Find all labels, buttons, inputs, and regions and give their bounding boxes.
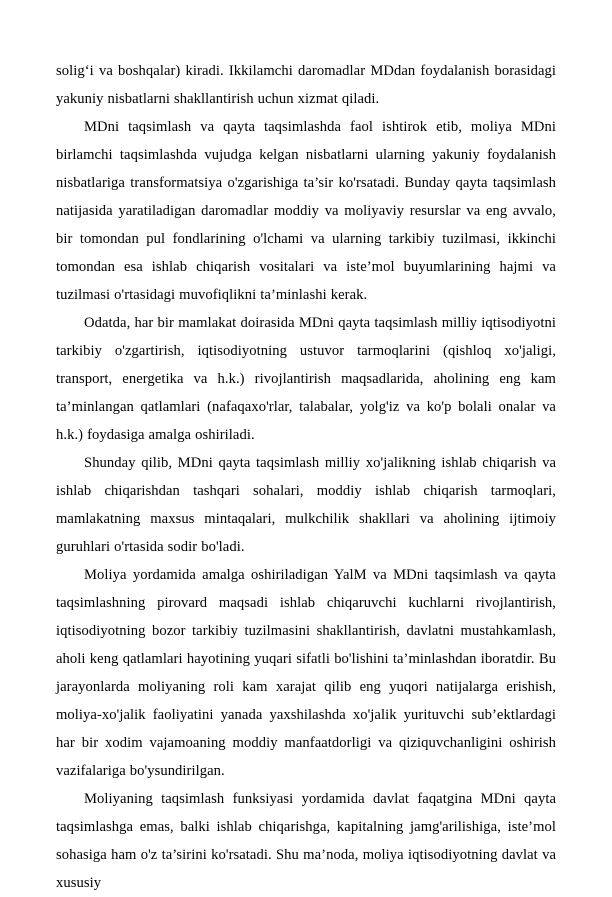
paragraph: Odatda, har bir mamlakat doirasida MDni qayta taqsimlash milliy iqtisodiyotni tarkibiy o'zgartirish, iqtisodiyotning ustuvor tarmoqlarini (qishloq xo'jaligi, transport, energetika va h.k.) rivojlantirish maqsadlarida, aholining eng kam ta’minlangan qatlamlari (nafaqaxo'rlar, talabalar, yolg'iz va ko'p bolali onalar va h.k.) foydasiga amalga oshiriladi. [56,315,556,443]
document-text-body [56,57,556,897]
paragraph: Moliya yordamida amalga oshiriladigan YalM va MDni taqsimlash va qayta taqsimlashning pirovard maqsadi ishlab chiqaruvchi kuchlarni rivojlantirish, iqtisodiyotning bozor tarkibiy tuzilmasini shakllantirish, davlatni mustahkamlash, aholi keng qatlamlari hayotining yuqari sifatli bo'lishini ta’minlashdan iboratdir. Bu jarayonlarda moliyaning roli kam xarajat qilib eng yuqori natijalarga erishish, moliya-xo'jalik faoliyatini yanada yaxshilashda xo'jalik yurituvchi sub’ektlardagi har bir xodim vajamoaning moddiy manfaatdorligi va qiziquvchanligini oshirish vazifalariga bo'ysundirilgan. [56,567,556,779]
paragraph: MDni taqsimlash va qayta taqsimlashda faol ishtirok etib, moliya MDni birlamchi taqsimlashda vujudga kelgan nisbatlarni ularning yakuniy foydalanish nisbatlariga transformatsiya o'zgarishiga ta’sir ko'rsatadi. Bunday qayta taqsimlash natijasida yaratiladigan daromadlar moddiy va moliyaviy resurslar va eng avvalo, bir tomondan pul fondlarining o'lchami va ularning tarkibiy tuzilmasi, ikkinchi tomondan esa ishlab chiqarish vositalari va iste’mol buyumlarining hajmi va tuzilmasi o'rtasidagi muvofiqlikni ta’minlashi kerak. [56,119,556,303]
paragraph: soligʻi va boshqalar) kiradi. Ikkilamchi daromadlar MDdan foydalanish borasidagi yakuniy nisbatlarni shakllantirish uchun xizmat qiladi. [56,63,556,107]
paragraph: Moliyaning taqsimlash funksiyasi yordamida davlat faqatgina MDni qayta taqsimlashga emas, balki ishlab chiqarishga, kapitalning jamg'arilishiga, iste’mol sohasiga ham o'z ta’sirini ko'rsatadi. Shu ma’noda, moliya iqtisodiyotning davlat va xususiy [56,791,556,891]
paragraph: Shunday qilib, MDni qayta taqsimlash milliy xo'jalikning ishlab chiqarish va ishlab chiqarishdan tashqari sohalari, moddiy ishlab chiqarish tarmoqlari, mamlakatning maxsus mintaqalari, mulkchilik shakllari va aholining ijtimoiy guruhlari o'rtasida sodir bo'ladi. [56,455,556,555]
